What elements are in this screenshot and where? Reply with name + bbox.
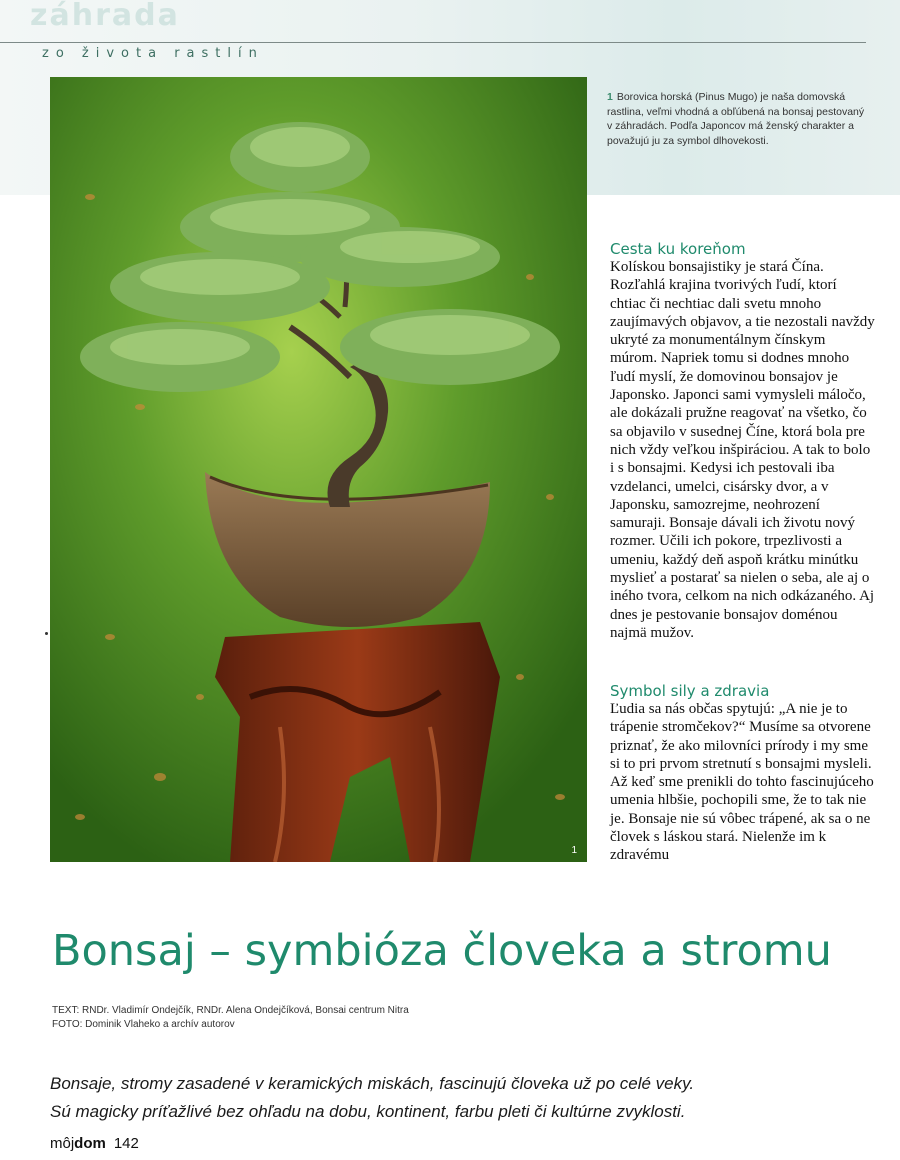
credit-text: TEXT: RNDr. Vladimír Ondejčík, RNDr. Alena Ondejčíková, Bonsai centrum Nitra (52, 1005, 409, 1016)
section-body: Ľudia sa nás občas spytujú: „A nie je to trápenie stromčekov?“ Musíme sa otvorene priznať, že ako milovníci prírody i my sme si to pri prvom stretnutí s bonsajmi mysleli. Až keď sme prenikli do tohto fascinujúceho umenia hlbšie, pochopili sme, že to tak nie je. Bonsaje nie sú vôbec trápené, ak sa o ne človek s láskou stará. Nielenže im k zdravému (610, 701, 874, 864)
bonsai-photo (50, 77, 587, 862)
article-credits (52, 1004, 409, 1032)
section-title: záhrada (30, 0, 180, 33)
caption-text: Borovica horská (Pinus Mugo) je naša domovská rastlina, veľmi vhodná a obľúbená na bonsaj pestovaný v záhradách. Podľa Japoncov má ženský charakter a považujú ju za symbol dlhovekosti. (607, 91, 865, 147)
photo-number: 1 (571, 845, 577, 856)
article-lead (50, 1070, 870, 1126)
page-speck (45, 632, 48, 635)
page-footer (50, 1135, 139, 1152)
lead-line: Sú magicky príťažlivé bez ohľadu na dobu, kontinent, farbu pleti či kultúrne zvyklosti. (50, 1102, 686, 1121)
article-headline: Bonsaj – symbióza človeka a stromu (52, 926, 832, 976)
section-body: Kolískou bonsajistiky je stará Čína. Rozľahlá krajina tvorivých ľudí, ktorí chtiac či nechtiac dali svetu mnoho zaujímavých objavov, a tie nezostali navždy ukryté za monumentálnym čínskym múrom. Napriek tomu si dodnes mnoho ľudí myslí, že domovinou bonsajov je Japonsko. Japonci sami vymysleli máločo, ale dokázali pružne reagovať na všetko, čo sa objavilo v susednej Číne, ktorá bola pre nich vždy veľkou inšpiráciou. A tak to bolo i s bonsajmi. Kedysi ich pestovali iba vzdelanci, umelci, cisársky dvor, a v Japonsku, samozrejme, neohrození samuraji. Bonsaje dávali ich životu nový rozmer. Učili ich pokore, trpezlivosti a umeniu, každý deň aspoň krátku minútku myslieť a postarať sa nielen o seba, ale aj o iného tvora, celkom na nich odkázaného. Aj dnes je pestovanie bonsajov doménou najmä mužov. (610, 259, 875, 641)
section-heading: Cesta ku koreňom (610, 240, 746, 258)
header-divider (0, 42, 866, 43)
caption-number: 1 (607, 91, 613, 103)
magazine-logo-part2: dom (74, 1135, 106, 1152)
photo-caption (607, 90, 867, 148)
section-heading: Symbol sily a zdravia (610, 682, 770, 700)
article-section-2 (610, 682, 875, 865)
magazine-logo-part1: môj (50, 1135, 75, 1152)
bonsai-illustration (50, 77, 587, 862)
lead-line: Bonsaje, stromy zasadené v keramických miskách, fascinujú človeka už po celé veky. (50, 1074, 695, 1093)
section-subtitle: zo života rastlín (42, 46, 264, 61)
page-number: 142 (113, 1135, 139, 1152)
credit-photo: FOTO: Dominik Vlaheko a archív autorov (52, 1019, 235, 1030)
article-section-1 (610, 240, 875, 642)
